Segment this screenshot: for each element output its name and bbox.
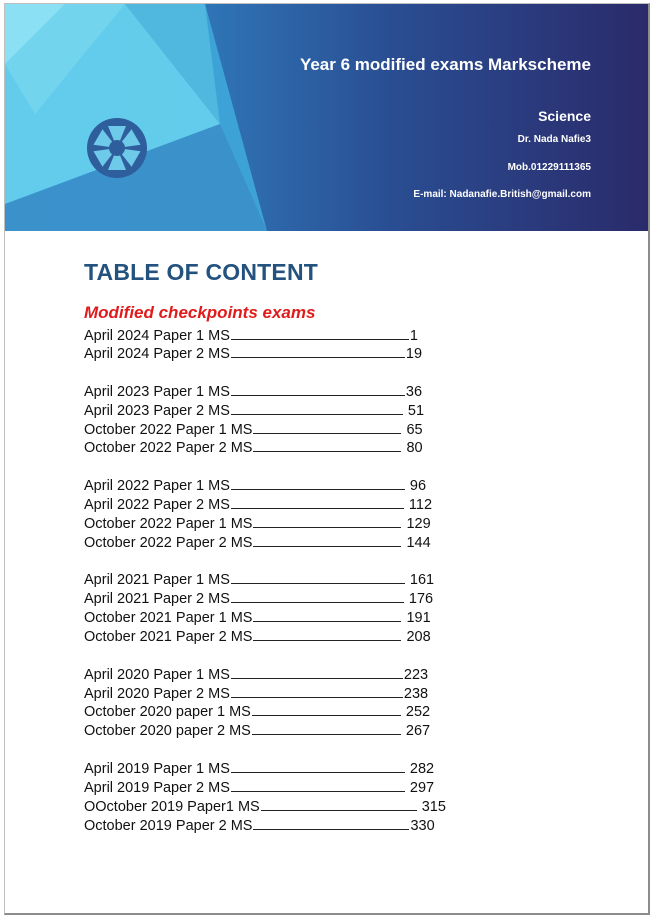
toc-entry-page: 297: [405, 780, 435, 796]
toc-entry-page: 112: [404, 497, 433, 513]
toc-leader-line: [253, 420, 401, 434]
toc-entry-label: April 2020 Paper 1 MS: [84, 667, 230, 683]
toc-entry-page: 19: [405, 346, 423, 362]
toc-entry-page: 282: [405, 761, 435, 777]
email-address: E-mail: Nadanafie.British@gmail.com: [413, 189, 591, 200]
toc-leader-line: [231, 476, 405, 490]
toc-entry: [84, 420, 423, 438]
toc-entry-page: 238: [403, 686, 429, 702]
toc-entry: [84, 684, 428, 702]
toc-leader-line: [231, 778, 405, 792]
toc-entry-page: 96: [405, 478, 427, 494]
toc-entry-label: April 2019 Paper 1 MS: [84, 761, 230, 777]
toc-entry: [84, 702, 430, 720]
toc-entry-page: 191: [402, 610, 431, 626]
toc-leader-line: [231, 665, 403, 679]
author-name: Dr. Nada Nafie3: [517, 134, 591, 145]
toc-entry-page: 65: [402, 422, 423, 438]
toc-leader-line: [231, 684, 403, 698]
toc-entry-page: 36: [405, 384, 423, 400]
toc-entry-page: 315: [417, 799, 446, 815]
document-title: Year 6 modified exams Markscheme: [299, 55, 591, 74]
toc-entry-label: October 2021 Paper 1 MS: [84, 610, 253, 626]
toc-leader-line: [231, 401, 403, 415]
toc-leader-line: [253, 514, 401, 528]
toc-leader-line: [253, 816, 409, 830]
toc-entry: [84, 382, 422, 400]
toc-entry-label: April 2020 Paper 2 MS: [84, 686, 230, 702]
toc-entry-page: 161: [405, 572, 435, 588]
toc-entry-page: 176: [404, 591, 434, 607]
toc-entry-label: April 2021 Paper 2 MS: [84, 591, 230, 607]
toc-leader-line: [231, 495, 404, 509]
toc-leader-line: [253, 438, 401, 452]
subject-label: Science: [538, 108, 591, 124]
toc-entry: [84, 816, 435, 834]
toc-leader-line: [231, 326, 409, 340]
toc-entry: [84, 608, 431, 626]
toc-entry-label: April 2024 Paper 1 MS: [84, 328, 230, 344]
toc-entry-label: October 2022 Paper 1 MS: [84, 516, 253, 532]
toc-entry: [84, 401, 424, 419]
toc-entry-label: April 2021 Paper 1 MS: [84, 572, 230, 588]
toc-entry-page: 223: [403, 667, 429, 683]
toc-entry-page: 1: [409, 328, 418, 344]
toc-entry-page: 80: [402, 440, 423, 456]
toc-entry-label: April 2022 Paper 1 MS: [84, 478, 230, 494]
toc-entry-label: April 2022 Paper 2 MS: [84, 497, 230, 513]
toc-entry: [84, 533, 431, 551]
toc-leader-line: [231, 589, 404, 603]
toc-entry-label: October 2022 Paper 2 MS: [84, 535, 253, 551]
toc-entry-label: April 2019 Paper 2 MS: [84, 780, 230, 796]
toc-entry: [84, 759, 434, 777]
toc-entry-label: October 2020 paper 1 MS: [84, 704, 251, 720]
toc-entry-label: October 2022 Paper 1 MS: [84, 422, 253, 438]
toc-entry-page: 129: [402, 516, 431, 532]
mobile-number: Mob.01229111365: [507, 162, 591, 173]
toc-entry-page: 267: [401, 723, 431, 739]
toc-entry: [84, 778, 434, 796]
toc-entry: [84, 721, 430, 739]
toc-entry-page: 208: [402, 629, 431, 645]
toc-leader-line: [231, 382, 405, 396]
toc-entry-page: 252: [401, 704, 431, 720]
toc-section-heading: Modified checkpoints exams: [84, 303, 316, 322]
toc-leader-line: [231, 570, 405, 584]
toc-entry-page: 330: [410, 818, 435, 834]
toc-entry: [84, 589, 433, 607]
toc-entry-label: October 2021 Paper 2 MS: [84, 629, 253, 645]
toc-leader-line: [253, 608, 401, 622]
toc-entry-label: April 2024 Paper 2 MS: [84, 346, 230, 362]
toc-entry-label: April 2023 Paper 2 MS: [84, 403, 230, 419]
toc-entry: [84, 476, 426, 494]
toc-entry-label: October 2022 Paper 2 MS: [84, 440, 253, 456]
toc-entry: [84, 495, 432, 513]
toc-entry-label: October 2020 paper 2 MS: [84, 723, 251, 739]
toc-entry: [84, 570, 434, 588]
toc-leader-line: [261, 797, 417, 811]
toc-entry: [84, 514, 431, 532]
toc-entry-label: April 2023 Paper 1 MS: [84, 384, 230, 400]
toc-entry: [84, 797, 446, 815]
toc-entry: [84, 665, 428, 683]
toc-entry: [84, 326, 418, 344]
document-page: [4, 3, 650, 915]
toc-entry-page: 144: [402, 535, 431, 551]
toc-leader-line: [253, 533, 401, 547]
toc-entry-label: OOctober 2019 Paper1 MS: [84, 799, 260, 815]
camera-aperture-icon: [86, 117, 148, 179]
toc-entry: [84, 344, 422, 362]
toc-leader-line: [252, 702, 401, 716]
toc-leader-line: [253, 627, 401, 641]
toc-entry: [84, 438, 423, 456]
toc-entry-label: October 2019 Paper 2 MS: [84, 818, 253, 834]
toc-leader-line: [231, 759, 405, 773]
toc-leader-line: [231, 344, 405, 358]
toc-entry: [84, 627, 431, 645]
header-banner: [5, 4, 650, 231]
toc-entry-page: 51: [403, 403, 425, 419]
toc-leader-line: [252, 721, 401, 735]
toc-heading: TABLE OF CONTENT: [84, 259, 319, 285]
